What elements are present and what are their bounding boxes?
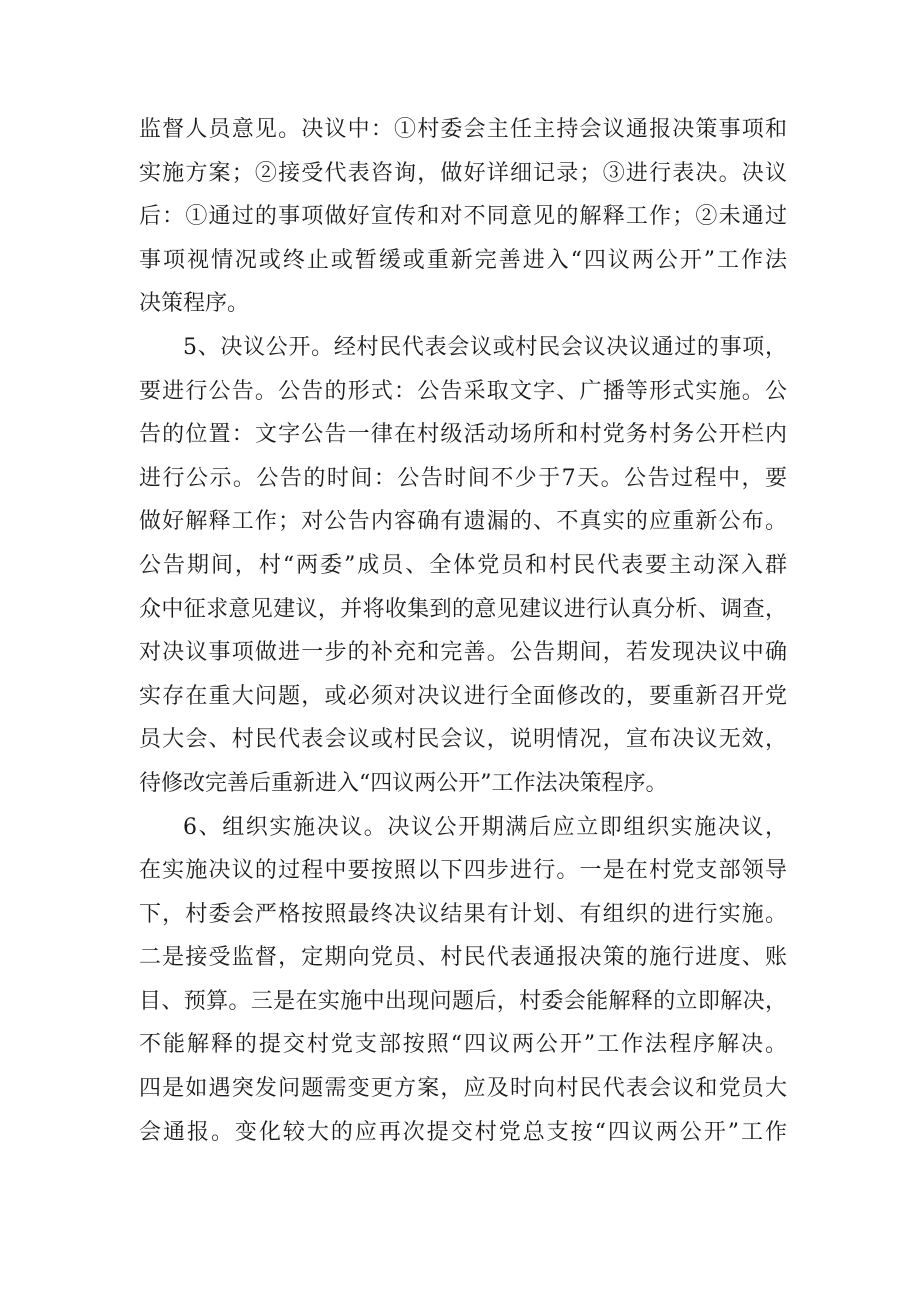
text-line: 目、预算。三是在实施中出现问题后，村委会能解释的立即解决， [139,988,787,1014]
text-line: 众中征求意见建议，并将收集到的意见建议进行认真分析、调查， [139,596,787,622]
document-body [139,108,787,1154]
text-line: 监督人员意见。决议中：①村委会主任主持会议通报决策事项和 [139,117,787,142]
text-line: 在实施决议的过程中要按照以下四步进行。一是在村党支部领导 [139,858,787,884]
paragraph-implementation [139,806,787,1155]
text-line: 决策程序。 [139,291,250,317]
paragraph-voting-procedure [139,108,787,326]
text-line: 公告期间，村“两委”成员、全体党员和村民代表要主动深入群 [139,552,787,578]
text-line: 6、组织实施决议。决议公开期满后应立即组织实施决议， [183,814,787,840]
text-line: 员大会、村民代表会议或村民会议，说明情况，宣布决议无效， [139,727,787,753]
text-line: 待修改完善后重新进入“四议两公开”工作法决策程序。 [139,770,668,796]
text-line: 实施方案；②接受代表咨询，做好详细记录；③进行表决。决议 [139,160,787,186]
text-line: 事项视情况或终止或暂缓或重新完善进入“四议两公开”工作法 [139,247,787,273]
text-line: 对决议事项做进一步的补充和完善。公告期间，若发现决议中确 [139,640,787,666]
text-line: 四是如遇突发问题需变更方案，应及时向村民代表会议和党员大 [139,1076,787,1102]
text-line: 下，村委会严格按照最终决议结果有计划、有组织的进行实施。 [139,901,787,927]
text-line: 做好解释工作；对公告内容确有遗漏的、不真实的应重新公布。 [139,509,787,535]
text-line: 实存在重大问题，或必须对决议进行全面修改的，要重新召开党 [139,683,787,709]
text-line: 后：①通过的事项做好宣传和对不同意见的解释工作；②未通过 [139,204,787,230]
text-line: 不能解释的提交村党支部按照“四议两公开”工作法程序解决。 [139,1032,787,1058]
text-line: 5、决议公开。经村民代表会议或村民会议决议通过的事项， [183,334,787,360]
paragraph-resolution-publicity [139,326,787,806]
text-line: 告的位置：文字公告一律在村级活动场所和村党务村务公开栏内 [139,422,787,448]
text-line: 会通报。变化较大的应再次提交村党总支按“四议两公开”工作 [139,1119,787,1145]
text-line: 要进行公告。公告的形式：公告采取文字、广播等形式实施。公 [139,378,787,404]
text-line: 二是接受监督，定期向党员、村民代表通报决策的施行进度、账 [139,945,787,971]
text-line: 进行公示。公告的时间：公告时间不少于7天。公告过程中，要 [139,465,787,491]
